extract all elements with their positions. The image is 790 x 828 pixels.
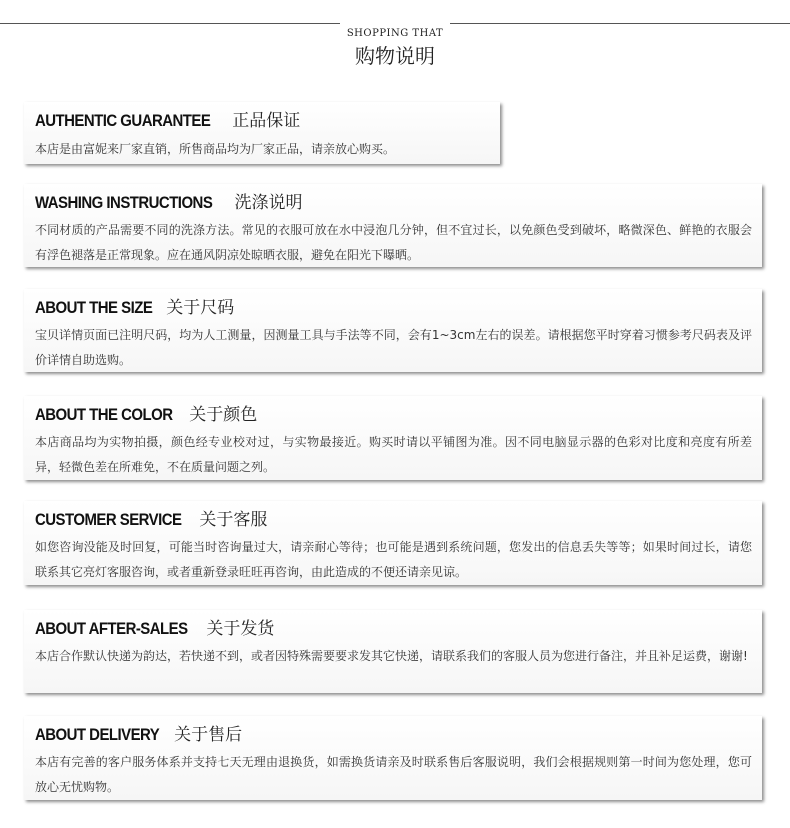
section-authentic-guarantee: [24, 102, 500, 164]
section-title-en: WASHING INSTRUCTIONS: [35, 193, 213, 212]
section-washing-instructions: [24, 184, 762, 267]
section-title-en: ABOUT AFTER-SALES: [35, 619, 188, 638]
section-about-delivery: [24, 716, 762, 800]
section-title: [35, 509, 267, 531]
section-title-zh: 关于发货: [206, 619, 275, 639]
section-title: [35, 297, 234, 319]
section-title-zh: 关于尺码: [166, 298, 235, 318]
section-title-zh: 正品保证: [232, 111, 301, 131]
header-title-zh: 购物说明: [355, 44, 435, 68]
section-body: 本店合作默认快递为韵达，若快递不到，或者因特殊需要要求发其它快递，请联系我们的客服人员为您进行备注，并且补足运费，谢谢!: [35, 649, 748, 663]
section-title-en: CUSTOMER SERVICE: [35, 510, 182, 529]
header-title-en: SHOPPING THAT: [346, 28, 444, 39]
section-about-the-size: [24, 289, 762, 372]
section-body: 本店是由富妮来厂家直销，所售商品均为厂家正品，请亲放心购买。: [35, 142, 396, 156]
header-rule-left: [0, 23, 340, 24]
section-body: 如您咨询没能及时回复，可能当时咨询量过大，请亲耐心等待；也可能是遇到系统问题，您发出的信息丢失等等；如果时间过长，请您联系其它亮灯客服咨询，或者重新登录旺旺再咨询，由此造成的不便还请亲见谅。: [35, 540, 752, 579]
section-about-after-sales: [24, 610, 762, 693]
section-body: 本店有完善的客户服务体系并支持七天无理由退换货，如需换货请亲及时联系售后客服说明，我们会根据规则第一时间为您处理，您可放心无忧购物。: [35, 755, 752, 794]
section-title-zh: 关于售后: [174, 725, 243, 745]
section-title: [35, 404, 257, 426]
section-title-en: ABOUT DELIVERY: [35, 725, 160, 744]
section-body: 本店商品均为实物拍摄，颜色经专业校对过，与实物最接近。购买时请以平铺图为准。因不同电脑显示器的色彩对比度和亮度有所差异，轻微色差在所难免，不在质量问题之列。: [35, 435, 752, 474]
section-customer-service: [24, 501, 762, 585]
section-title-en: ABOUT THE COLOR: [35, 405, 173, 424]
section-title-zh: 关于颜色: [189, 405, 258, 425]
section-title: [35, 110, 300, 132]
header-rule-right: [450, 23, 790, 24]
section-about-the-color: [24, 396, 762, 480]
section-body: 宝贝详情页面已注明尺码，均为人工测量，因测量工具与手法等不同，会有1~3cm左右的误差。请根据您平时穿着习惯参考尺码表及评价详情自助选购。: [35, 328, 752, 367]
section-body: 不同材质的产品需要不同的洗涤方法。常见的衣服可放在水中浸泡几分钟，但不宜过长，以免颜色受到破坏，略微深色、鲜艳的衣服会有浮色褪落是正常现象。应在通风阴凉处晾晒衣服，避免在阳光下曝晒。: [35, 223, 752, 262]
section-title-zh: 洗涤说明: [234, 193, 303, 213]
section-title: [35, 192, 302, 214]
section-title-en: ABOUT THE SIZE: [35, 298, 153, 317]
section-title-zh: 关于客服: [199, 510, 268, 530]
section-title-en: AUTHENTIC GUARANTEE: [35, 111, 211, 130]
section-title: [35, 618, 274, 640]
section-title: [35, 724, 242, 746]
